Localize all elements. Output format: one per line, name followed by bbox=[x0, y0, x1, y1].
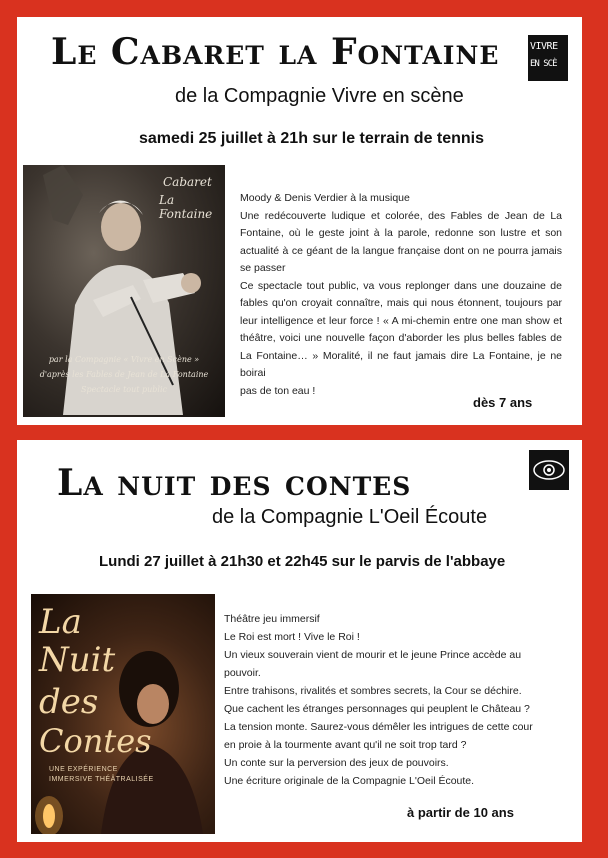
age-recommendation: dès 7 ans bbox=[473, 395, 533, 410]
description-line: Un conte sur la perversion des jeux de pouvoirs. bbox=[224, 757, 449, 769]
poster-title-line2: Nuit bbox=[39, 640, 116, 680]
company-subtitle: de la Compagnie Vivre en scène bbox=[175, 85, 464, 107]
show-description bbox=[240, 190, 562, 400]
poster-title-line2: La Fontaine bbox=[159, 193, 213, 221]
poster-title-line1: Cabaret bbox=[163, 175, 212, 189]
description-line: Théâtre jeu immersif bbox=[224, 613, 320, 625]
logo-text-line1: VIVRE bbox=[530, 41, 558, 52]
poster-credit-line3: Spectacle tout public bbox=[80, 385, 168, 394]
age-recommendation: à partir de 10 ans bbox=[407, 805, 514, 820]
description-paragraph: Ce spectacle tout public, va vous replonger dans une douzaine de fables qu'on croyait connaître, mais qui nous étonnent, toujours par leur intelligence et leur force ! « A mi-chemin entre one man show et théâtre, voici une nouvelle façon d'aborder les plus belles fables de La Fontaine… » Moralité, il ne faut jamais dire La Fontaine, je ne boirai bbox=[240, 279, 562, 379]
show-card-nuit-des-contes bbox=[17, 440, 582, 842]
show-description bbox=[224, 610, 542, 790]
description-line: Entre trahisons, rivalités et sombres secrets, la Cour se déchire. bbox=[224, 685, 522, 697]
description-line: La tension monte. Saurez-vous démêler les intrigues de cette cour en proie à la tourmente avant qu'il ne soit trop tard ? bbox=[224, 721, 533, 751]
show-title: Le Cabaret la Fontaine bbox=[51, 31, 500, 73]
description-line: Un vieux souverain vient de mourir et le jeune Prince accède au pouvoir. bbox=[224, 649, 522, 679]
poster-title-line3: des bbox=[39, 682, 99, 722]
nuit-des-contes-poster-image bbox=[31, 594, 215, 834]
description-musicians: Moody & Denis Verdier à la musique bbox=[240, 192, 410, 204]
description-paragraph: Une redécouverte ludique et colorée, des Fables de Jean de La Fontaine, où le geste joint à la parole, redonne son lustre et son actualité à ce géant de la langue française dont on ne pourra jamais se passer bbox=[240, 209, 562, 274]
poster-title-line4: Contes bbox=[39, 722, 152, 760]
oeil-ecoute-logo bbox=[529, 450, 569, 490]
show-card-cabaret bbox=[17, 17, 582, 425]
description-line: Le Roi est mort ! Vive le Roi ! bbox=[224, 631, 360, 643]
show-title: La nuit des contes bbox=[57, 462, 412, 504]
company-subtitle: de la Compagnie L'Oeil Écoute bbox=[212, 506, 488, 528]
eye-icon bbox=[529, 450, 569, 490]
description-line: Que cachent les étranges personnages qui peuplent le Château ? bbox=[224, 703, 530, 715]
cabaret-poster-image bbox=[23, 165, 225, 417]
show-date-place: Lundi 27 juillet à 21h30 et 22h45 sur le parvis de l'abbaye bbox=[99, 553, 506, 570]
poster-tagline-line2: IMMERSIVE THÉÂTRALISÉE bbox=[49, 776, 154, 783]
poster-credit-line2: d'après les Fables de Jean de La Fontaine bbox=[39, 370, 209, 379]
vivre-en-scene-logo bbox=[528, 35, 568, 81]
description-paragraph-end: pas de ton eau ! bbox=[240, 384, 316, 397]
show-date-place: samedi 25 juillet à 21h sur le terrain de tennis bbox=[139, 130, 485, 147]
description-line: Une écriture originale de la Compagnie L'Oeil Écoute. bbox=[224, 775, 475, 787]
poster-credit-line1: par la Compagnie « Vivre en Scène » bbox=[48, 355, 200, 364]
logo-text-line2: EN SCÈ bbox=[530, 59, 557, 69]
poster-title-line1: La bbox=[39, 602, 82, 642]
poster-tagline-line1: UNE EXPÉRIENCE bbox=[49, 766, 118, 773]
